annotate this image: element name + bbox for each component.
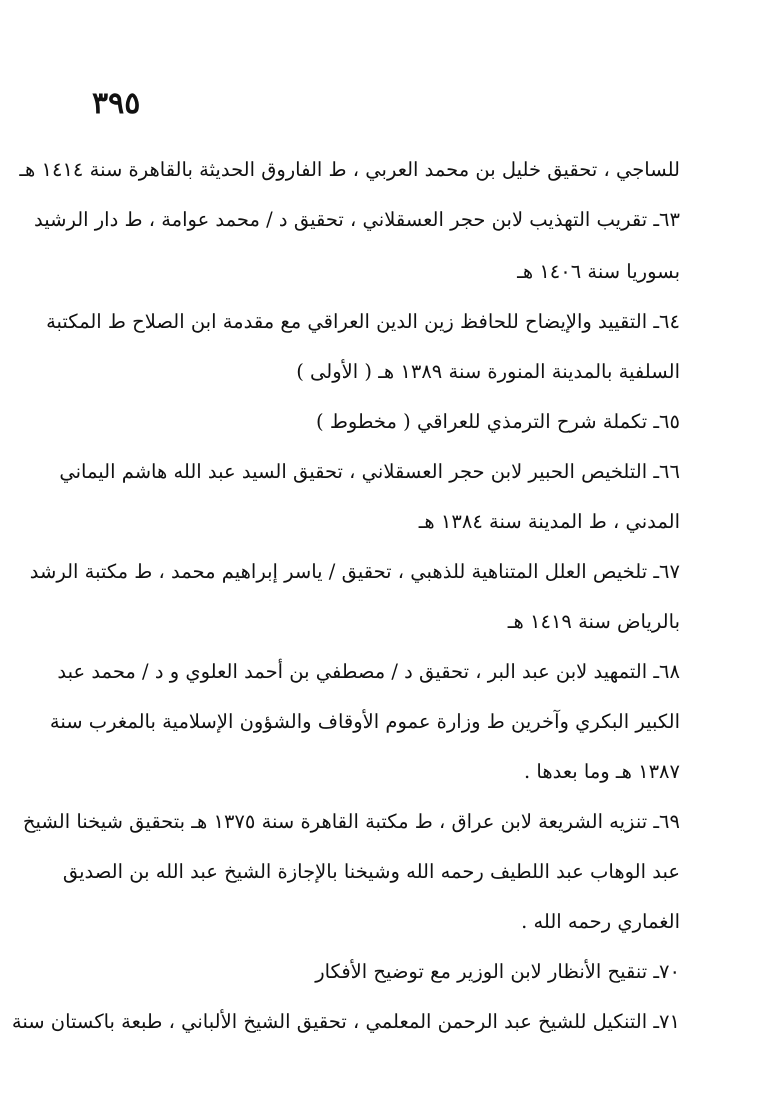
reference-entry-69-line-3: الغماري رحمه الله . bbox=[521, 910, 680, 933]
reference-entry-64-line-1: ٦٤ـ التقييد والإيضاح للحافظ زين الدين العراقي مع مقدمة ابن الصلاح ط المكتبة bbox=[46, 310, 680, 333]
reference-entry-67-line-2: بالرياض سنة ١٤١٩ هـ bbox=[507, 610, 680, 633]
reference-entry-68-line-3: ١٣٨٧ هـ وما بعدها . bbox=[524, 760, 680, 783]
reference-entry-66-line-2: المدني ، ط المدينة سنة ١٣٨٤ هـ bbox=[418, 510, 680, 533]
reference-entry-66-line-1: ٦٦ـ التلخيص الحبير لابن حجر العسقلاني ، تحقيق السيد عبد الله هاشم اليماني bbox=[59, 460, 680, 483]
reference-entry-69-line-2: عبد الوهاب عبد اللطيف رحمه الله وشيخنا بالإجازة الشيخ عبد الله بن الصديق bbox=[62, 860, 680, 883]
reference-entry-67-line-1: ٦٧ـ تلخيص العلل المتناهية للذهبي ، تحقيق / ياسر إبراهيم محمد ، ط مكتبة الرشد bbox=[29, 560, 680, 583]
reference-line-1: للساجي ، تحقيق خليل بن محمد العربي ، ط الفاروق الحديثة بالقاهرة سنة ١٤١٤ هـ bbox=[19, 158, 680, 181]
reference-entry-63-line-1: ٦٣ـ تقريب التهذيب لابن حجر العسقلاني ، تحقيق د / محمد عوامة ، ط دار الرشيد bbox=[33, 208, 680, 231]
reference-entry-68-line-1: ٦٨ـ التمهيد لابن عبد البر ، تحقيق د / مصطفي بن أحمد العلوي و د / محمد عبد bbox=[57, 660, 680, 683]
reference-entry-70: ٧٠ـ تنقيح الأنظار لابن الوزير مع توضيح الأفكار bbox=[315, 960, 680, 983]
reference-entry-64-line-2: السلفية بالمدينة المنورة سنة ١٣٨٩ هـ ( الأولى ) bbox=[296, 360, 680, 383]
page-number: ٣٩٥ bbox=[92, 86, 141, 121]
reference-entry-71-line-1: ٧١ـ التنكيل للشيخ عبد الرحمن المعلمي ، تحقيق الشيخ الألباني ، طبعة باكستان سنة bbox=[11, 1010, 680, 1033]
reference-entry-69-line-1: ٦٩ـ تنزيه الشريعة لابن عراق ، ط مكتبة القاهرة سنة ١٣٧٥ هـ بتحقيق شيخنا الشيخ bbox=[22, 810, 680, 833]
reference-entry-68-line-2: الكبير البكري وآخرين ط وزارة عموم الأوقاف والشؤون الإسلامية بالمغرب سنة bbox=[49, 710, 680, 733]
reference-entry-65: ٦٥ـ تكملة شرح الترمذي للعراقي ( مخطوط ) bbox=[316, 410, 680, 433]
reference-entry-63-line-2: بسوريا سنة ١٤٠٦ هـ bbox=[517, 260, 680, 283]
